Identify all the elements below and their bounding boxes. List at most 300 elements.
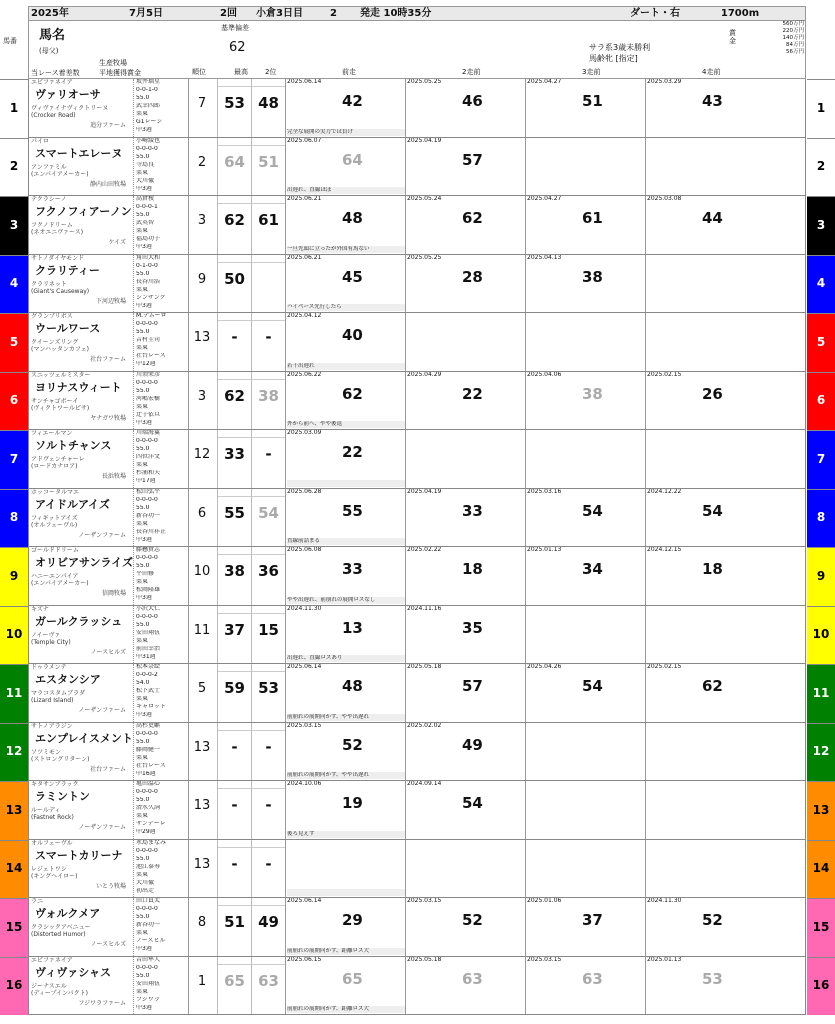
second-speed <box>251 313 285 371</box>
past-race-2[interactable] <box>405 430 525 488</box>
jockey-info: 0-0-0-0 <box>136 906 158 912</box>
lane-number: 10 <box>807 606 835 665</box>
past-race-3[interactable] <box>525 79 645 137</box>
past-race-3[interactable] <box>525 898 645 956</box>
best-speed <box>217 840 251 898</box>
race-date <box>646 840 767 847</box>
second-value: 53 <box>258 679 279 697</box>
horse-name[interactable]: ヨリナスウィート <box>35 380 122 394</box>
jockey-info: 55.0 <box>136 446 150 452</box>
horse-name[interactable]: ヴァリオーサ <box>35 88 101 101</box>
second-value: - <box>265 328 272 346</box>
jockey-info: 0-0-0-0 <box>136 847 158 854</box>
past-race-4[interactable] <box>645 372 767 430</box>
horse-name[interactable]: オリビアサンライズ <box>35 556 134 569</box>
jockey-info: 栗東 <box>136 696 149 702</box>
past-race-1[interactable] <box>285 372 405 430</box>
label-prize: 平地獲得賞金 <box>99 69 141 77</box>
horse-row <box>28 138 806 197</box>
past-race-3[interactable] <box>525 372 645 430</box>
race-speed: 35 <box>462 618 483 637</box>
jockey-info: 0-0-0-0 <box>136 613 158 620</box>
dam: フクノドリーム <box>31 222 73 229</box>
best-value: 59 <box>224 679 245 697</box>
race-note: やや出遅れ、前崩れの展開ロスなし <box>287 597 405 604</box>
damsire: (Distorted Humor) <box>31 931 86 938</box>
lane-number: 16 <box>0 957 28 1016</box>
past-race-2[interactable] <box>405 723 525 781</box>
horse-name[interactable]: スマートエレーヌ <box>35 146 123 160</box>
second-value: 48 <box>258 94 279 112</box>
horse-row <box>28 606 806 665</box>
past-race-1[interactable] <box>285 723 405 781</box>
sire: キズナ <box>31 605 49 613</box>
past-race-2[interactable] <box>405 196 525 254</box>
horse-info <box>29 489 189 547</box>
sire: ゴールドドリーム <box>31 547 79 554</box>
race-speed: 22 <box>462 384 483 403</box>
race-number: 2 <box>330 7 337 19</box>
past-race-2[interactable] <box>405 138 525 196</box>
past-race-1[interactable] <box>285 489 405 547</box>
col-prev1: 前走 <box>342 68 356 76</box>
race-speed: 18 <box>462 560 483 578</box>
race-date: 2024.12.15 <box>647 547 682 553</box>
jockey-column <box>133 898 189 956</box>
prize-5: 56万円 <box>786 49 804 55</box>
race-date <box>526 430 645 437</box>
jockey-info: 寺島良 <box>136 161 155 168</box>
jockey-info: 55.0 <box>136 95 150 101</box>
damsire: (ロードカナロア) <box>31 463 78 470</box>
race-speed: 64 <box>342 150 363 169</box>
lane-number: 6 <box>0 372 28 431</box>
past-race-3[interactable] <box>525 313 645 371</box>
race-speed: 62 <box>462 209 483 227</box>
race-speed: 63 <box>582 969 603 988</box>
jockey-info: 小沢大仁 <box>136 605 161 612</box>
sire: オルフェーヴル <box>31 839 73 847</box>
jockey-column <box>133 489 189 547</box>
jockey-info: 0-0-0-0 <box>136 438 158 444</box>
jockey-column <box>133 606 189 664</box>
past-race-2[interactable] <box>405 840 525 898</box>
farm: ノーザンファーム <box>78 531 126 539</box>
jockey-info: 栗東 <box>136 754 149 761</box>
jockey-info: 中3週 <box>136 244 152 250</box>
past-race-3[interactable] <box>525 723 645 781</box>
race-date <box>646 255 767 262</box>
lane-number: 4 <box>0 255 28 314</box>
best-speed <box>217 430 251 488</box>
sire: キタサンブラック <box>31 781 79 788</box>
best-speed <box>217 664 251 722</box>
jockey-info: 福島功子 <box>136 236 161 242</box>
past-race-4[interactable] <box>645 606 767 664</box>
best-value: 51 <box>224 913 245 931</box>
jockey-info: 栗東 <box>136 462 149 468</box>
damsire: (マンハッタンカフェ) <box>31 346 89 353</box>
race-date <box>646 430 767 437</box>
jockey-info: M.デムーロ <box>136 313 167 319</box>
sire: パイロ <box>31 137 50 145</box>
past-race-2[interactable] <box>405 489 525 547</box>
past-race-1[interactable] <box>285 255 405 313</box>
rank: 9 <box>197 271 207 287</box>
lane-number: 12 <box>807 723 835 782</box>
past-race-1[interactable] <box>285 430 405 488</box>
second-value: - <box>265 445 272 463</box>
second-speed <box>251 196 285 254</box>
lane-number: 12 <box>0 723 28 782</box>
cond-value: 62 <box>229 40 246 55</box>
damsire: (オルフェーヴル) <box>31 521 78 529</box>
past-race-4[interactable] <box>645 79 767 137</box>
horse-name[interactable]: エンプレイスメント <box>35 731 133 745</box>
farm: いとう牧場 <box>95 882 126 890</box>
past-race-4[interactable] <box>645 898 767 956</box>
jockey-info: 55.0 <box>136 504 150 511</box>
race-date: 2025.06.14 <box>287 898 322 904</box>
jockey-info: ノースヒル <box>136 938 166 944</box>
past-race-4[interactable] <box>645 781 767 839</box>
jockey-info: 0-0-0-0 <box>136 555 158 561</box>
farm: 下河辺牧場 <box>95 297 126 305</box>
race-speed: 54 <box>582 501 603 520</box>
horse-info <box>29 547 189 605</box>
col-prev3: 3走前 <box>582 68 601 76</box>
past-race-4[interactable] <box>645 489 767 547</box>
past-race-2[interactable] <box>405 606 525 664</box>
jockey-info: 栗東 <box>136 813 149 819</box>
past-race-4[interactable] <box>645 255 767 313</box>
past-race-3[interactable] <box>525 196 645 254</box>
race-speed: 48 <box>342 677 363 695</box>
race-date: 2025.03.08 <box>647 196 682 202</box>
race-note <box>287 889 405 896</box>
past-race-4[interactable] <box>645 138 767 196</box>
horse-name[interactable]: ヴィヴァシャス <box>35 965 112 979</box>
best-speed <box>217 138 251 196</box>
race-date: 2025.06.22 <box>287 371 322 378</box>
jockey-info: 四位洋文 <box>136 454 161 460</box>
jockey-column <box>133 781 189 839</box>
past-race-4[interactable] <box>645 840 767 898</box>
lane-number: 14 <box>807 840 835 899</box>
sire: エピファネイア <box>31 956 73 964</box>
best-value: 62 <box>224 386 245 405</box>
jockey-info: 中12週 <box>136 361 156 367</box>
second-value: 36 <box>258 562 279 580</box>
race-date <box>646 606 767 613</box>
jockey-info: 平田修 <box>136 571 155 577</box>
jockey-info: サンデーレ <box>136 821 166 827</box>
past-race-2[interactable] <box>405 781 525 839</box>
jockey-info: 中3週 <box>136 419 152 426</box>
best-value: - <box>231 328 238 346</box>
jockey-info: 55.0 <box>136 212 150 218</box>
start-time: 発走 10時35分 <box>360 7 432 19</box>
second-speed <box>251 781 285 839</box>
jockey-info: 栗東 <box>136 345 149 351</box>
col-second: 2位 <box>265 68 277 76</box>
race-note: 若干出遅れ <box>287 363 405 370</box>
race-date <box>526 840 645 847</box>
race-date: 2025.05.25 <box>407 79 442 85</box>
horse-name[interactable]: ウールワース <box>35 322 101 335</box>
dam: ジーナスエル <box>31 982 67 990</box>
past-race-3[interactable] <box>525 489 645 547</box>
race-date: 2024.11.16 <box>407 605 442 612</box>
lane-number: 8 <box>807 489 835 548</box>
past-race-1[interactable] <box>285 606 405 664</box>
past-race-4[interactable] <box>645 664 767 722</box>
race-date: 2025.01.13 <box>647 956 682 963</box>
horse-row <box>28 840 806 899</box>
sire: フィエールマン <box>31 430 73 437</box>
lane-number: 9 <box>807 547 835 606</box>
jockey-info: 0-0-0-0 <box>136 321 158 327</box>
horse-row <box>28 430 806 489</box>
past-race-3[interactable] <box>525 430 645 488</box>
race-speed: 43 <box>702 92 723 110</box>
lane-number: 6 <box>807 372 835 431</box>
jockey-info: 杉浦和夫 <box>136 470 161 476</box>
lane-number: 15 <box>0 898 28 957</box>
horse-name[interactable]: ヴォルクメア <box>35 907 101 920</box>
label-horse-name: 馬名 <box>39 28 66 43</box>
race-note: 外から前へ、やや後退 <box>287 421 405 428</box>
lane-number: 13 <box>807 781 835 840</box>
second-speed <box>251 430 285 488</box>
horse-row <box>28 723 806 782</box>
jockey-info: 大川徹 <box>136 177 155 184</box>
rank: 3 <box>197 388 207 404</box>
past-race-4[interactable] <box>645 957 767 1015</box>
jockey-info: 松山弘平 <box>136 488 161 495</box>
horse-name[interactable]: フクノフィアーノン <box>35 205 132 218</box>
race-speed: 38 <box>582 384 603 403</box>
race-date: 2025.05.24 <box>407 196 442 202</box>
race-note: 前崩れの展開向かず、やや出遅れ <box>287 772 405 779</box>
horse-row <box>28 781 806 840</box>
past-race-2[interactable] <box>405 255 525 313</box>
damsire: (ディープインパクト) <box>31 989 88 997</box>
col-prev2: 2走前 <box>462 68 481 76</box>
race-speed: 52 <box>342 735 363 754</box>
damsire: (ネオユニヴァース) <box>31 229 84 236</box>
race-speed: 57 <box>462 677 483 695</box>
race-date: 2025.06.14 <box>287 79 322 85</box>
race-speed: 52 <box>702 911 723 929</box>
best-value: - <box>231 796 238 814</box>
rank: 13 <box>193 330 211 345</box>
jockey-info: 松本奈絵 <box>136 664 161 670</box>
horse-info <box>29 430 189 488</box>
jockey-info: 0-0-0-0 <box>136 379 158 386</box>
sire: テクラシーノ <box>31 196 67 203</box>
second-speed <box>251 723 285 781</box>
horse-name[interactable]: クラリティー <box>35 263 100 277</box>
race-speed: 54 <box>702 501 723 520</box>
horse-row <box>28 79 806 138</box>
past-race-3[interactable] <box>525 664 645 722</box>
race-type: 馬齢牝 [指定] <box>589 54 638 63</box>
race-date <box>646 781 767 788</box>
past-race-3[interactable] <box>525 255 645 313</box>
past-race-2[interactable] <box>405 957 525 1015</box>
past-race-1[interactable] <box>285 781 405 839</box>
jockey-info: 55.0 <box>136 329 150 335</box>
race-speed: 13 <box>342 618 363 637</box>
rank: 3 <box>197 213 207 228</box>
rank: 12 <box>193 447 211 462</box>
jockey-column <box>133 196 189 254</box>
course-day: 小倉3日目 <box>256 7 303 19</box>
rank: 13 <box>193 739 211 755</box>
second-speed <box>251 255 285 313</box>
past-race-4[interactable] <box>645 196 767 254</box>
best-speed <box>217 79 251 137</box>
column-header <box>3 21 806 79</box>
horse-name[interactable]: エスタンシア <box>35 673 101 686</box>
race-speed: 38 <box>582 267 603 286</box>
horse-row <box>28 547 806 606</box>
race-date: 2025.06.07 <box>287 137 322 144</box>
jockey-info: 安田翔伍 <box>136 629 161 636</box>
horse-info <box>29 372 189 430</box>
jockey-column <box>133 79 189 137</box>
horse-name[interactable]: スマートカリーナ <box>35 848 123 862</box>
horse-info <box>29 138 189 196</box>
second-speed <box>251 840 285 898</box>
best-value: 62 <box>224 211 245 229</box>
race-date: 2025.01.06 <box>527 898 562 904</box>
damsire: (ストロングリターン) <box>31 755 90 763</box>
race-date: 2025.06.28 <box>287 488 322 495</box>
past-race-3[interactable] <box>525 957 645 1015</box>
sire: ドゥラメンテ <box>31 664 67 671</box>
past-race-1[interactable] <box>285 898 405 956</box>
past-race-3[interactable] <box>525 840 645 898</box>
past-race-3[interactable] <box>525 138 645 196</box>
jockey-info: 武英智 <box>136 220 155 226</box>
past-race-2[interactable] <box>405 547 525 605</box>
jockey-column <box>133 255 189 313</box>
jockey-info: 55.0 <box>136 738 150 745</box>
past-race-1[interactable] <box>285 196 405 254</box>
race-date: 2025.04.19 <box>407 137 442 144</box>
past-race-1[interactable] <box>285 138 405 196</box>
rank: 5 <box>197 681 207 696</box>
past-race-3[interactable] <box>525 606 645 664</box>
col-best: 最高 <box>234 68 248 76</box>
horse-name[interactable]: アイドルアイズ <box>35 497 110 511</box>
race-speed: 54 <box>462 794 483 812</box>
jockey-info: 坂井瑠星 <box>136 79 161 85</box>
prize-list <box>774 21 804 56</box>
past-race-2[interactable] <box>405 898 525 956</box>
lane-number: 2 <box>0 138 28 197</box>
jockey-info: 社台レース <box>136 353 166 359</box>
past-race-1[interactable] <box>285 840 405 898</box>
jockey-info: 田口貫太 <box>136 898 161 904</box>
past-race-2[interactable] <box>405 372 525 430</box>
race-speed: 62 <box>342 384 363 403</box>
race-date: 2025.04.29 <box>407 371 442 378</box>
past-race-4[interactable] <box>645 547 767 605</box>
jockey-info: フジワラ <box>136 996 160 1003</box>
past-race-3[interactable] <box>525 781 645 839</box>
jockey-info: 角田大和 <box>136 254 161 261</box>
race-date: 2025.05.18 <box>407 664 442 670</box>
past-race-1[interactable] <box>285 79 405 137</box>
race-title-bar <box>28 6 806 21</box>
past-race-2[interactable] <box>405 79 525 137</box>
jockey-info: 長谷川浩 <box>136 278 161 285</box>
race-date: 2025.03.09 <box>287 430 322 436</box>
race-note <box>287 480 405 487</box>
rank: 10 <box>193 564 211 579</box>
jockey-info: 中3週 <box>136 536 152 543</box>
past-race-1[interactable] <box>285 957 405 1015</box>
horse-row <box>28 196 806 255</box>
jockey-info: 中3週 <box>136 185 152 192</box>
past-race-1[interactable] <box>285 547 405 605</box>
damsire: (Temple City) <box>31 638 71 646</box>
lane-number: 15 <box>807 898 835 957</box>
past-race-1[interactable] <box>285 664 405 722</box>
past-race-2[interactable] <box>405 664 525 722</box>
jockey-info: シンザンク <box>136 294 166 301</box>
rank: 11 <box>193 622 211 638</box>
race-date: 2024.12.22 <box>647 488 682 495</box>
horse-name[interactable]: ラミントン <box>35 790 90 803</box>
jockey-info: 0-0-0-1 <box>136 204 158 210</box>
lane-number: 1 <box>0 79 28 138</box>
jockey-info: 0-1-0-0 <box>136 262 158 269</box>
label-damsire: (母父) <box>39 47 59 55</box>
farm: ノーザンファーム <box>78 824 126 831</box>
distance: 1700m <box>720 7 760 19</box>
past-race-2[interactable] <box>405 313 525 371</box>
race-speed: 55 <box>342 501 363 520</box>
horse-name[interactable]: ガールクラッシュ <box>35 614 123 628</box>
jockey-column <box>133 723 189 781</box>
rank: 7 <box>197 96 207 111</box>
past-race-3[interactable] <box>525 547 645 605</box>
horse-info <box>29 255 189 313</box>
past-race-1[interactable] <box>285 313 405 371</box>
dam: ハニーエンパイア <box>31 573 79 580</box>
past-race-4[interactable] <box>645 430 767 488</box>
farm: 長浜牧場 <box>101 473 126 480</box>
horse-name[interactable]: ソルトチャンス <box>35 439 112 452</box>
jockey-info: 55.0 <box>136 563 150 569</box>
prize-3: 140万円 <box>782 35 804 41</box>
jockey-info: 0-0-0-0 <box>136 789 158 795</box>
damsire: (Fastnet Rock) <box>31 814 74 821</box>
jockey-info: 中3週 <box>136 595 152 601</box>
jockey-info: 0-0-1-0 <box>136 87 158 93</box>
past-race-4[interactable] <box>645 313 767 371</box>
jockey-info: 0-0-0-0 <box>136 145 158 152</box>
second-speed <box>251 138 285 196</box>
second-speed <box>251 547 285 605</box>
past-race-4[interactable] <box>645 723 767 781</box>
race-date <box>406 840 525 847</box>
jockey-info: 0-0-0-0 <box>136 496 158 503</box>
